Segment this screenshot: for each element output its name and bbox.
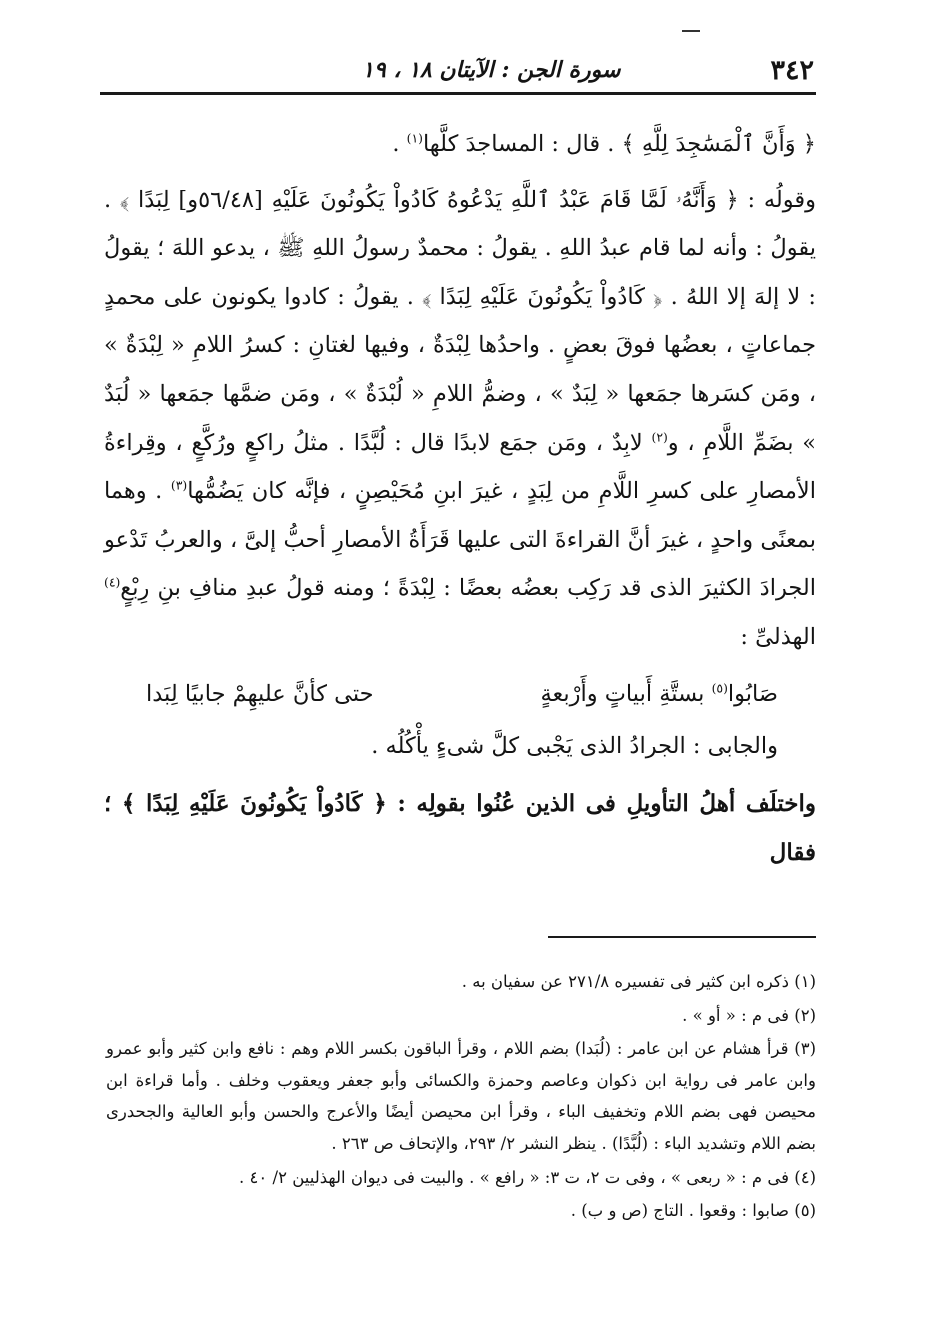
verse-word: صَابُوا [727,680,778,707]
running-head: سورة الجن : الآيتان ١٨ ، ١٩ [362,57,621,83]
closing-text-end: ؛ فقال [104,790,816,866]
paragraph-2 [104,176,816,662]
poetry-verse [104,670,816,718]
footnote-3: (٣) قرأ هشام عن ابن عامر : (لُبَدا) بضم اللام ، وقرأ الباقون بكسر اللام وهم : نافع وابن كثير وأبو عمرو وابن عامر فى رواية ابن ذكوان وعاصم وحمزة والكسائى وأبو جعفر ويعقوب وخلف . وأما قراءة ابن محيصن فهى بضم اللام وتخفيف الباء ، وقرأ ابن محيصن أيضًا والأعرج والحسن وأبو العالية والجحدرى بضم اللام وتشديد الباء : (لُبَّدًا) . ينظر النشر ٢/ ٢٩٣، والإتحاف ص ٢٦٣ . [106,1039,816,1153]
closing-line [104,780,816,877]
paragraph-1 [104,120,816,169]
paragraph-1-text: ﴿ وَأَنَّ ٱلْمَسَٰجِدَ لِلَّهِ ﴾ . قال : المساجدَ كلَّها [422,131,816,157]
print-mark [682,30,700,32]
closing-quran-quote: ﴿ كَادُواْ يَكُونُونَ عَلَيْهِ لِبَدًا ﴾ [121,790,387,818]
paragraph-1-end: . [392,131,407,157]
page-number: ٣٤٢ [770,54,814,86]
footnote-ref-5: (٥) [711,681,728,696]
footnote-ref-2: (٢) [651,430,668,445]
footnote-1: (١) ذكره ابن كثير فى تفسيره ٢٧١/٨ عن سفيان به . [461,972,816,991]
page-header [100,48,816,95]
verse-first-hemistich [540,670,778,718]
footnote-5: (٥) صابوا : وقعوا . التاج (ص و ب) . [570,1201,816,1221]
paragraph-2-text-d: الهذلىِّ : [740,623,816,650]
footnote-separator [548,936,816,938]
footnote-ref-3: (٣) [170,478,188,493]
paragraph-2-text-c: . وهما بمعنًى واحدٍ ، غيرَ أنَّ القراءةَ التى عليها قَرَأَةُ الأمصارِ أحبُّ إلىَّ ، والعربُ تَدْعو الجرادَ الكثيرَ الذى قد رَكِب بعضُه بعضًا : لِبْدَةً ؛ ومنه قولُ عبدِ منافِ بنِ رِبْعٍ [104,478,816,602]
closing-text: واختلَف أهلُ التأويلِ فى الذين عُنُوا بقولِه : [386,790,816,818]
footnote-4: (٤) فى م : « ربعى » ، وفى ت ٢، ت ٣: « رافع » . والبيت فى ديوان الهذليين ٢/ ٤٠ . [239,1167,816,1187]
paragraph-2-text: وقولُه : ﴿ وَأَنَّهُۥ لَمَّا قَامَ عَبْدُ ٱللَّهِ يَدْعُوهُ كَادُواْ يَكُونُونَ عَلَيْهِ [٥٦/٤٨و] لِبَدًا ﴾ . يقولُ : وأنه لما قام عبدُ اللهِ . يقولُ : محمدٌ رسولُ اللهِ ﷺ ، يدعو اللهَ ؛ يقولُ : لا إلهَ إلا اللهُ . ﴿ كَادُواْ يَكُونُونَ عَلَيْهِ لِبَدًا ﴾ . يقولُ : كادوا يكونون على محمدٍ جماعاتٍ ، بعضُها فوقَ بعضٍ . واحدُها لِبْدَةٌ ، وفيها لغتانِ : كسرُ اللامِ « لِبْدَةٌ » ، ومَن كسَرها جمَعها « لِبَدٌ » ، وضمُّ اللامِ « لُبْدَةٌ » ، ومَن ضمَّها جمَعها « لُبَدٌ » بضَمِّ اللَّامِ ، و [104,186,816,456]
footnote-ref-4: (٤) [104,575,121,590]
paragraph-2-text-b: لابِدٌ ، ومَن جمَع لابدًا قال : لُبَّدًا . مثلُ راكعٍ ورُكَّعٍ ، وقِراءةُ الأمصارِ على كسرِ اللَّامِ من لِبَدٍ ، غيرَ ابنِ مُحَيْصِنٍ ، فإنَّه كان يَضُمُّها [104,429,816,505]
footnotes [106,966,816,1227]
footnote-2: (٢) فى م : « أو » . [682,1005,816,1025]
footnote-ref-1: (١) [406,131,423,146]
verse-first-hemistich-rest: بستَّةِ أَبياتٍ وأَرْبعةٍ [540,680,712,707]
main-text [104,120,816,877]
verse-gloss: والجابى : الجرادُ الذى يَجْبى كلَّ شىءٍ يأْكُلُه . [371,732,778,759]
verse-second-hemistich: حتى كأنَّ عليهِمْ جابيًا لِبَدا [146,680,374,707]
